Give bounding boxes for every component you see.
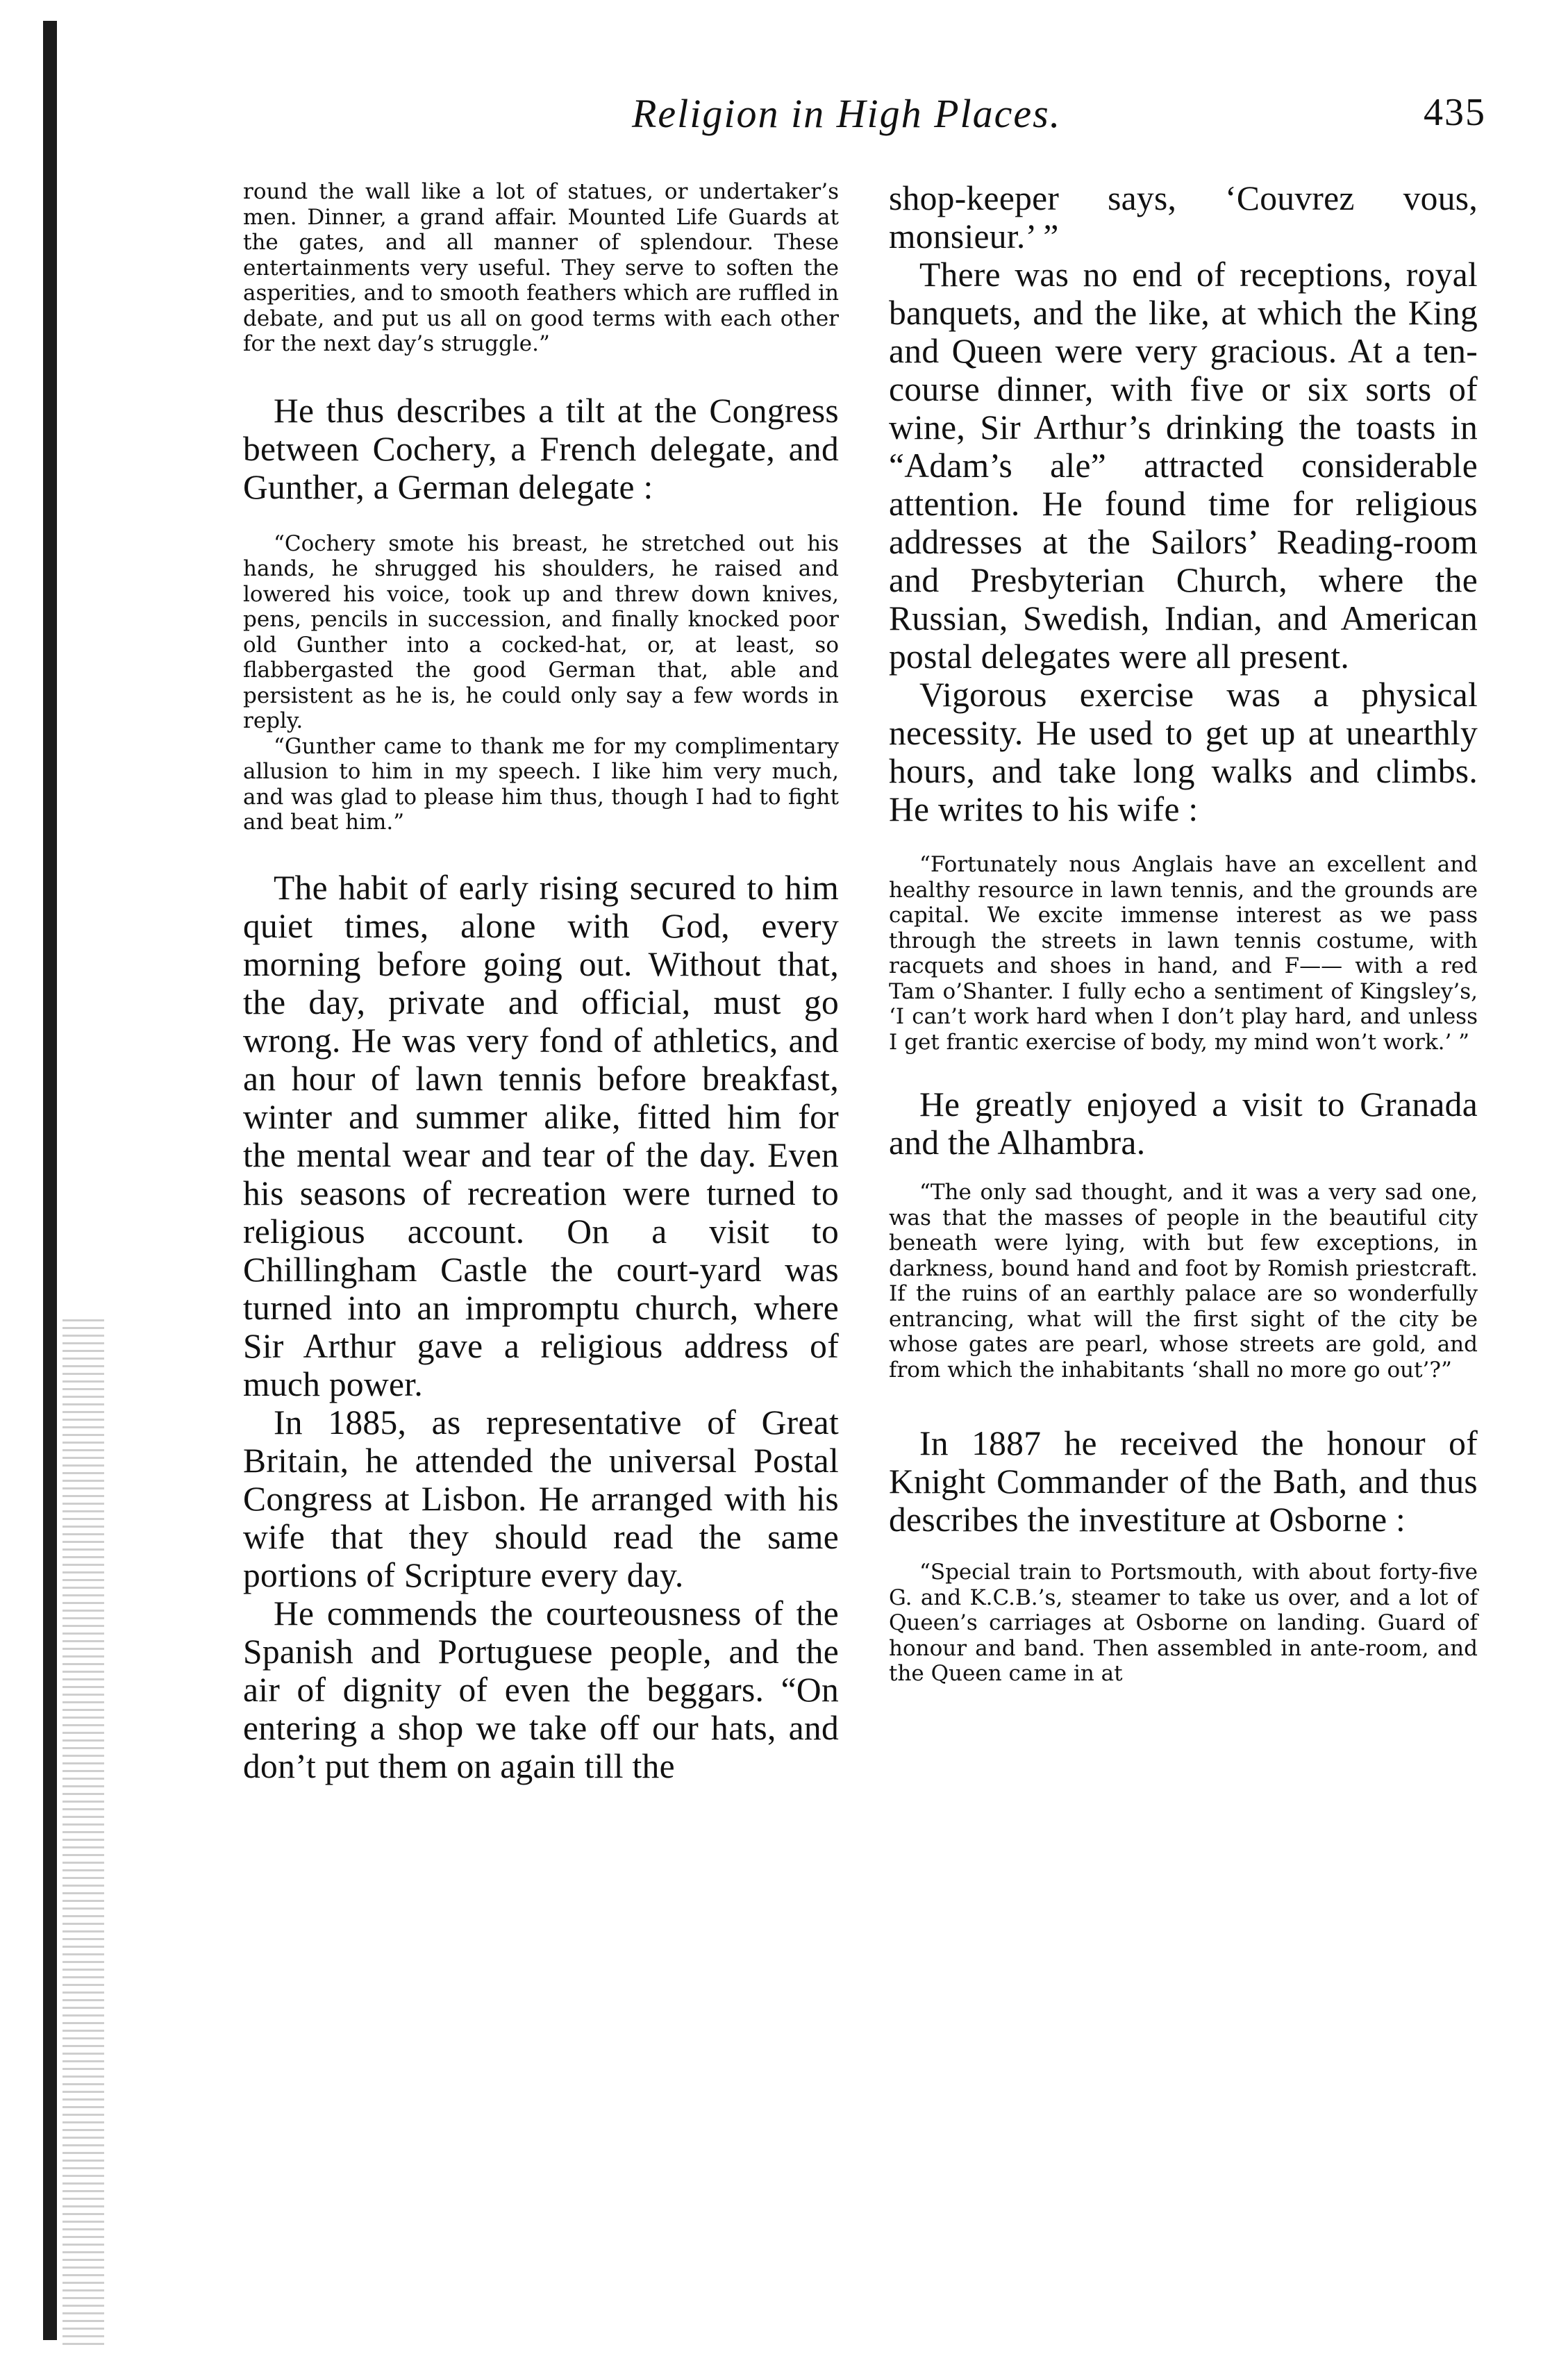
page-binding-edge	[43, 21, 57, 2340]
paragraph-exercise: Vigorous exercise was a physical necessity. He used to get up at unearthly hours, and take long walks and climbs. He writes to his wife :	[889, 676, 1478, 828]
quote-investiture: “Special train to Portsmouth, with about forty-five G. and K.C.B.’s, steamer to take us over, and a lot of Queen’s carriages at Osborne on landing. Guard of honour and band. Then assembled in ante-room, and the Queen came in at	[889, 1560, 1478, 1686]
page-header	[243, 90, 1486, 153]
quote-granada: “The only sad thought, and it was a very sad one, was that the masses of people in the beautiful city beneath were lying, with but few exceptions, in darkness, bound hand and foot by Romish priestcraft. If the ruins of an earthly palace are so wonderfully entrancing, what will the first sight of the city be whose gates are pearl, whose streets are gold, and from which the inhabitants ‘shall no more go out’?”	[889, 1180, 1478, 1383]
left-column	[243, 179, 839, 1785]
quote-cochery: “Cochery smote his breast, he stretched out his hands, he shrugged his shoulders, he raised and lowered his voice, took up and threw down knives, pens, pencils in succession, and finally knocked poor old Gunther into a cocked-hat, or, at least, so flabbergasted the good German that, able and persistent as he is, he could only say a few words in reply.	[243, 531, 839, 733]
page-number: 435	[1424, 91, 1486, 134]
quote-gunther: “Gunther came to thank me for my complimentary allusion to him in my speech. I like him very much, and was glad to please him thus, though I had to fight and beat him.”	[243, 733, 839, 835]
paragraph-cochery-intro: He thus describes a tilt at the Congress between Cochery, a French delegate, and Gunther, a German delegate :	[243, 391, 839, 506]
paragraph-lisbon: In 1885, as representative of Great Britain, he attended the universal Postal Congress at Lisbon. He arranged with his wife that they should read the same portions of Scripture every day.	[243, 1403, 839, 1594]
running-title: Religion in High Places.	[632, 91, 1062, 136]
quote-lawn-tennis: “Fortunately nous Anglais have an excellent and healthy resource in lawn tennis, and the grounds are capital. We excite immense interest as we pass through the streets in lawn tennis costume, with racquets and shoes in hand, and F—— with a red Tam o’Shanter. I fully echo a sentiment of Kingsley’s, ‘I can’t work hard when I don’t play hard, and unless I get frantic exercise of body, my mind won’t work.’ ”	[889, 852, 1478, 1055]
right-column	[889, 179, 1478, 1687]
paragraph-granada: He greatly enjoyed a visit to Granada and the Alhambra.	[889, 1085, 1478, 1162]
paragraph-knight-commander: In 1887 he received the honour of Knight Commander of the Bath, and thus describes the investiture at Osborne :	[889, 1424, 1478, 1539]
paragraph-courteousness: He commends the courteousness of the Spanish and Portuguese people, and the air of dignity of even the beggars. “On entering a shop we take off our hats, and don’t put them on again till the	[243, 1594, 839, 1785]
paragraph-shopkeeper: shop-keeper says, ‘Couvrez vous, monsieur.’ ”	[889, 179, 1478, 256]
page-binding-shadow	[62, 1319, 104, 2347]
paragraph-early-rising: The habit of early rising secured to him quiet times, alone with God, every morning before going out. Without that, the day, private and official, must go wrong. He was very fond of athletics, and an hour of lawn tennis before breakfast, winter and summer alike, fitted him for the mental wear and tear of the day. Even his seasons of recreation were turned to religious account. On a visit to Chillingham Castle the court-yard was turned into an impromptu church, where Sir Arthur gave a religious address of much power.	[243, 868, 839, 1403]
quote-continuation: round the wall like a lot of statues, or undertaker’s men. Dinner, a grand affair. Mounted Life Guards at the gates, and all manner of splendour. These entertainments very useful. They serve to soften the asperities, and to smooth feathers which are ruffled in debate, and put us all on good terms with each other for the next day’s struggle.”	[243, 179, 839, 356]
paragraph-receptions: There was no end of receptions, royal banquets, and the like, at which the King and Queen were very gracious. At a ten-course dinner, with five or six sorts of wine, Sir Arthur’s drinking the toasts in “Adam’s ale” attracted considerable attention. He found time for religious addresses at the Sailors’ Reading-room and Presbyterian Church, where the Russian, Swedish, Indian, and American postal delegates were all present.	[889, 256, 1478, 676]
